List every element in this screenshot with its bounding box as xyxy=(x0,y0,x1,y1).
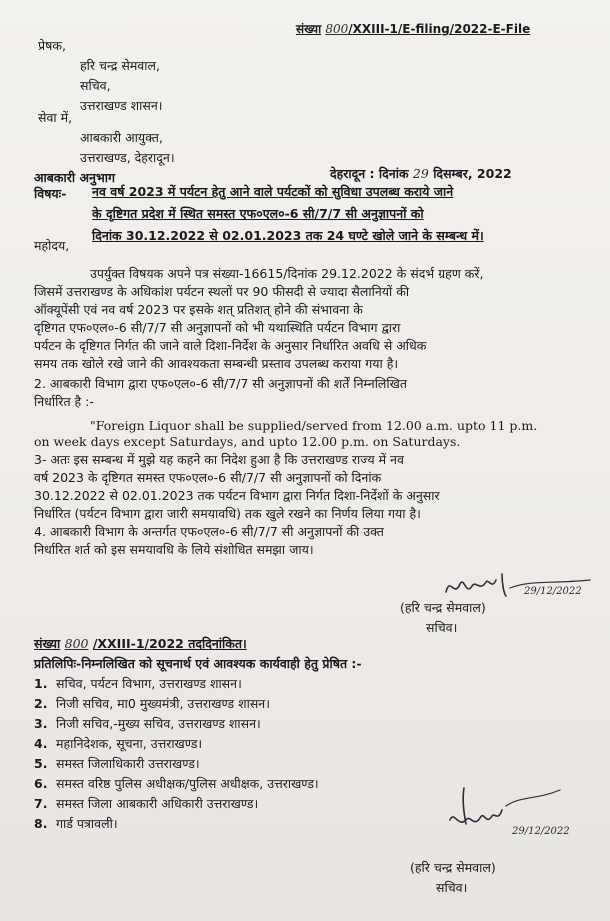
copy-list-item-text: निजी सचिव, मा0 मुख्यमंत्री, उत्तराखण्ड शासन। xyxy=(56,696,270,711)
copy-list-item-text: सचिव, पर्यटन विभाग, उत्तराखण्ड शासन। xyxy=(56,676,242,691)
copy-reference-handwritten-number: 800 xyxy=(64,636,89,651)
copy-list-item-number: 2. xyxy=(34,696,48,711)
sender-name: हरि चन्द्र सेमवाल, xyxy=(80,58,160,73)
signature-1-designation: सचिव। xyxy=(426,620,458,635)
para3-line-4: निर्धारित (पर्यटन विभाग द्वारा जारी समयावधि) तक खुले रखने का निर्णय लिया गया है। xyxy=(34,506,421,521)
copy-list-item xyxy=(34,756,200,771)
copy-list-item xyxy=(34,676,242,691)
signature-2-designation: सचिव। xyxy=(436,880,468,895)
copy-list-item-text: गार्ड पत्रावली। xyxy=(56,816,118,831)
copy-list-item-number: 1. xyxy=(34,676,48,691)
subject-line-2: के दृष्टिगत प्रदेश में स्थित समस्त एफ०एल०-6 सी/7/7 सी अनुज्ञापनों को xyxy=(92,206,424,221)
date-prefix: देहरादून : दिनांक xyxy=(330,166,409,181)
copy-list-item-text: समस्त जिलाधिकारी उत्तराखण्ड। xyxy=(56,756,200,771)
copy-list-item xyxy=(34,716,261,731)
para1-line-3: ऑक्यूपेंसी एवं नव वर्ष 2023 पर इसके शत् प्रतिशत् होने की संभावना के xyxy=(34,302,363,317)
copy-list-item-text: महानिदेशक, सूचना, उत्तराखण्ड। xyxy=(56,736,203,751)
copy-list-item-text: समस्त वरिष्ठ पुलिस अधीक्षक/पुलिस अधीक्षक, उत्तराखण्ड। xyxy=(56,776,319,791)
quote-line-1: "Foreign Liquor shall be supplied/served from 12.00 a.m. upto 11 p.m. xyxy=(90,418,538,433)
to-label: सेवा में, xyxy=(38,110,73,125)
copy-list-item xyxy=(34,696,270,711)
copy-list-item-text: समस्त जिला आबकारी अधिकारी उत्तराखण्ड। xyxy=(56,796,259,811)
date-suffix: दिसम्बर, 2022 xyxy=(433,166,512,181)
copy-list-item-text: निजी सचिव,-मुख्य सचिव, उत्तराखण्ड शासन। xyxy=(56,716,261,731)
para4-line-2: निर्धारित शर्त को इस समयावधि के लिये संशोधित समझा जाय। xyxy=(34,542,314,557)
reference-handwritten-number: 800 xyxy=(325,22,349,36)
subject-line-1: नव वर्ष 2023 में पर्यटन हेतु आने वाले पर्यटकों को सुविधा उपलब्ध कराये जाने xyxy=(92,184,454,199)
reference-suffix: /XXIII-1/E-filing/2022-E-File xyxy=(348,22,531,36)
para2-line-1: 2. आबकारी विभाग द्वारा एफ०एल०-6 सी/7/7 सी अनुज्ञापनों की शर्तें निम्नलिखित xyxy=(34,376,407,391)
salutation: महोदय, xyxy=(34,238,70,253)
from-label: प्रेषक, xyxy=(38,38,66,53)
recipient-name: आबकारी आयुक्त, xyxy=(80,130,163,145)
signature-1-date: 29/12/2022 xyxy=(524,586,582,597)
copy-list-item-number: 5. xyxy=(34,756,48,771)
signature-1-name: (हरि चन्द्र सेमवाल) xyxy=(400,600,486,615)
reference-number xyxy=(296,22,530,37)
para1-line-1: उपर्युक्त विषयक अपने पत्र संख्या-16615/दिनांक 29.12.2022 के संदर्भ ग्रहण करें, xyxy=(90,266,484,281)
section-name: आबकारी अनुभाग xyxy=(34,170,116,185)
copy-list-item-number: 6. xyxy=(34,776,48,791)
copy-reference-number xyxy=(34,636,247,651)
copy-list-item-number: 3. xyxy=(34,716,48,731)
subject-label: विषयः- xyxy=(34,186,67,201)
para1-line-4: दृष्टिगत एफ०एल०-6 सी/7/7 सी अनुज्ञापनों को भी यथास्थिति पर्यटन विभाग द्वारा xyxy=(34,320,401,335)
reference-label: संख्या xyxy=(296,22,322,36)
copy-intro-text: प्रतिलिपिः-निम्नलिखित को सूचनार्थ एवं आवश्यक कार्यवाही हेतु प्रेषित :- xyxy=(34,656,362,671)
para4-line-1: 4. आबकारी विभाग के अन्तर्गत एफ०एल०-6 सी/7/7 सी अनुज्ञापनों की उक्त xyxy=(34,524,384,539)
copy-list-item-number: 7. xyxy=(34,796,48,811)
copy-list-item xyxy=(34,816,118,831)
copy-intro xyxy=(34,656,362,671)
sender-office: उत्तराखण्ड शासन। xyxy=(80,98,163,113)
recipient-office: उत्तराखण्ड, देहरादून। xyxy=(80,150,175,165)
para2-line-2: निर्धारित है :- xyxy=(34,394,94,409)
subject-line-3: दिनांक 30.12.2022 से 02.01.2023 तक 24 घण्टे खोले जाने के सम्बन्ध में। xyxy=(92,228,484,243)
date-handwritten-day: 29 xyxy=(412,166,429,181)
copy-list-item xyxy=(34,736,202,751)
copy-list-item-number: 4. xyxy=(34,736,48,751)
signature-2-date: 29/12/2022 xyxy=(512,826,570,837)
para3-line-2: वर्ष 2023 के दृष्टिगत समस्त एफ०एल०-6 सी/7/7 सी अनुज्ञापनों को दिनांक xyxy=(34,470,382,485)
copy-list-item xyxy=(34,776,319,791)
letter-date xyxy=(330,166,512,181)
copy-reference-label: संख्या xyxy=(34,636,61,651)
para1-line-5: पर्यटन के दृष्टिगत निर्गत की जाने वाले दिशा-निर्देश के अनुसार निर्धारित अवधि से अधिक xyxy=(34,338,427,353)
copy-reference-suffix: /XXIII-1/2022 तददिनांकित। xyxy=(92,636,247,651)
copy-list-item-number: 8. xyxy=(34,816,48,831)
signature-2 xyxy=(440,780,600,850)
copy-list-item xyxy=(34,796,258,811)
para1-line-2: जिसमें उत्तराखण्ड के अधिकांश पर्यटन स्थलों पर 90 फीसदी से ज्यादा सैलानियों की xyxy=(34,284,410,299)
sender-designation: सचिव, xyxy=(80,78,111,93)
para3-line-3: 30.12.2022 से 02.01.2023 तक पर्यटन विभाग द्वारा निर्गत दिशा-निर्देशों के अनुसार xyxy=(34,488,440,503)
para3-line-1: 3- अतः इस सम्बन्ध में मुझे यह कहने का निदेश हुआ है कि उत्तराखण्ड राज्य में नव xyxy=(34,452,404,467)
signature-2-name: (हरि चन्द्र सेमवाल) xyxy=(410,860,496,875)
para1-line-6: समय तक खोले रखे जाने की आवश्यकता सम्बन्धी प्रस्ताव उपलब्ध कराया गया है। xyxy=(34,356,399,371)
quote-line-2: on week days except Saturdays, and upto 12.00 p.m. on Saturdays. xyxy=(34,434,461,449)
